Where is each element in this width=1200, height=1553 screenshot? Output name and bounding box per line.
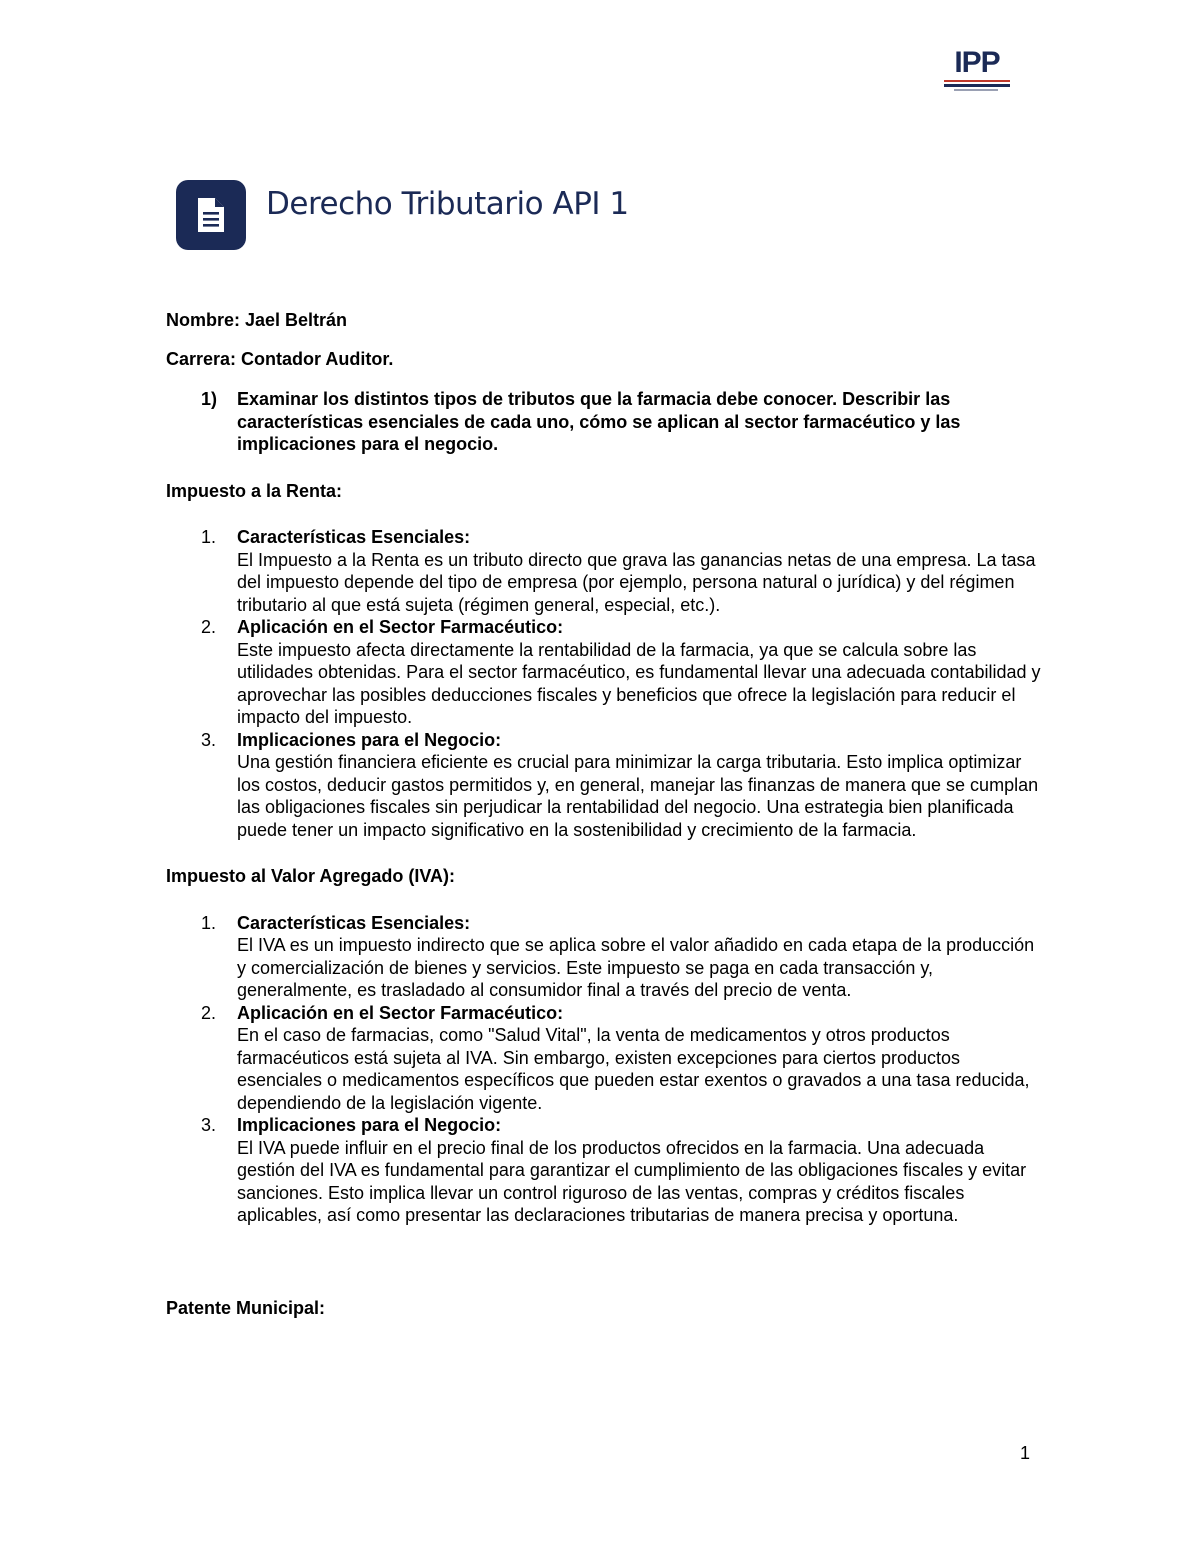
list-item-number: 2. [201,617,217,637]
institution-logo [944,48,1024,104]
document-icon [176,180,246,250]
list-item-heading: Características Esenciales: [237,912,471,933]
spacer [166,1251,1046,1297]
list-item [166,526,1046,616]
list-item-number: 2. [201,1002,217,1023]
list-item-text: El IVA es un impuesto indirecto que se aplica sobre el valor añadido en cada etapa de la producción y comercialización de bienes y servicios. Este impuesto se paga en cada transacción y, generalmente, es trasladado al consumidor final a través del precio de venta. [237,935,1035,1000]
list-item-heading: Características Esenciales: [237,527,471,547]
page-title: Derecho Tributario API 1 [266,186,629,222]
section-list-renta [166,526,1046,841]
document-body [166,309,1046,1343]
list-item-number: 1. [201,527,217,547]
list-item-text: En el caso de farmacias, como "Salud Vital", la venta de medicamentos y otros productos farmacéuticos está sujeta al IVA. Sin embargo, existen excepciones para ciertos productos esenciales o medicamentos específicos que pueden estar exentos o gravados a una tasa reducida, dependiendo de la legislación vigente. [237,1025,1030,1113]
list-item [166,912,1046,1002]
list-item-number: 3. [201,729,217,750]
logo-subtitle-bar [944,84,1010,87]
list-item-heading: Aplicación en el Sector Farmacéutico: [237,1002,564,1023]
list-item-text: El Impuesto a la Renta es un tributo directo que grava las ganancias netas de una empresa. La tasa del impuesto depende del tipo de empresa (por ejemplo, persona natural o jurídica) y del régimen tributario al que está sujeta (régimen general, especial, etc.). [237,549,1036,615]
student-name: Nombre: Jael Beltrán [166,310,348,330]
list-item-text: El IVA puede influir en el precio final de los productos ofrecidos en la farmacia. Una adecuada gestión del IVA es fundamental para garantizar el cumplimiento de las obligaciones fiscales y evitar sanciones. Esto implica llevar un control riguroso de las ventas, compras y créditos fiscales aplicables, así como presentar las declaraciones tributarias de manera precisa y oportuna. [237,1137,1027,1225]
question-text: Examinar los distintos tipos de tributos que la farmacia debe conocer. Describir las características esenciales de cada uno, cómo se aplican al sector farmacéutico y las implicaciones para el negocio. [237,389,961,454]
section-title-iva: Impuesto al Valor Agregado (IVA): [166,866,456,886]
list-item [166,729,1046,842]
list-item [166,1114,1046,1227]
page-number: 1 [1020,1443,1031,1463]
logo-divider [944,80,1010,82]
section-title-renta: Impuesto a la Renta: [166,480,343,501]
logo-tagline-bar [954,89,998,91]
list-item-number: 3. [201,1115,217,1135]
question-item [166,388,1046,456]
list-item [166,616,1046,729]
list-item-heading: Implicaciones para el Negocio: [237,1115,502,1135]
list-item-heading: Aplicación en el Sector Farmacéutico: [237,617,564,637]
logo-text: IPP [954,46,1000,79]
section-list-iva [166,912,1046,1227]
list-item [166,1002,1046,1115]
question-number: 1) [201,389,218,409]
list-item-text: Una gestión financiera eficiente es crucial para minimizar la carga tributaria. Esto implica optimizar los costos, deducir gastos permitidos y, en general, manejar las finanzas de manera que se cumplan las obligaciones fiscales sin perjudicar la rentabilidad del negocio. Una estrategia bien planificada puede tener un impacto significativo en la sostenibilidad y crecimiento de la farmacia. [237,752,1039,840]
list-item-number: 1. [201,912,217,933]
list-item-text: Este impuesto afecta directamente la rentabilidad de la farmacia, ya que se calcula sobre las utilidades obtenidas. Para el sector farmacéutico, es fundamental llevar una adecuada contabilidad y aprovechar las posibles deducciones fiscales y beneficios que ofrece la legislación para reducir el impacto del impuesto. [237,639,1041,727]
student-career: Carrera: Contador Auditor. [166,348,394,369]
list-item-heading: Implicaciones para el Negocio: [237,729,502,750]
section-title-patente: Patente Municipal: [166,1297,326,1318]
